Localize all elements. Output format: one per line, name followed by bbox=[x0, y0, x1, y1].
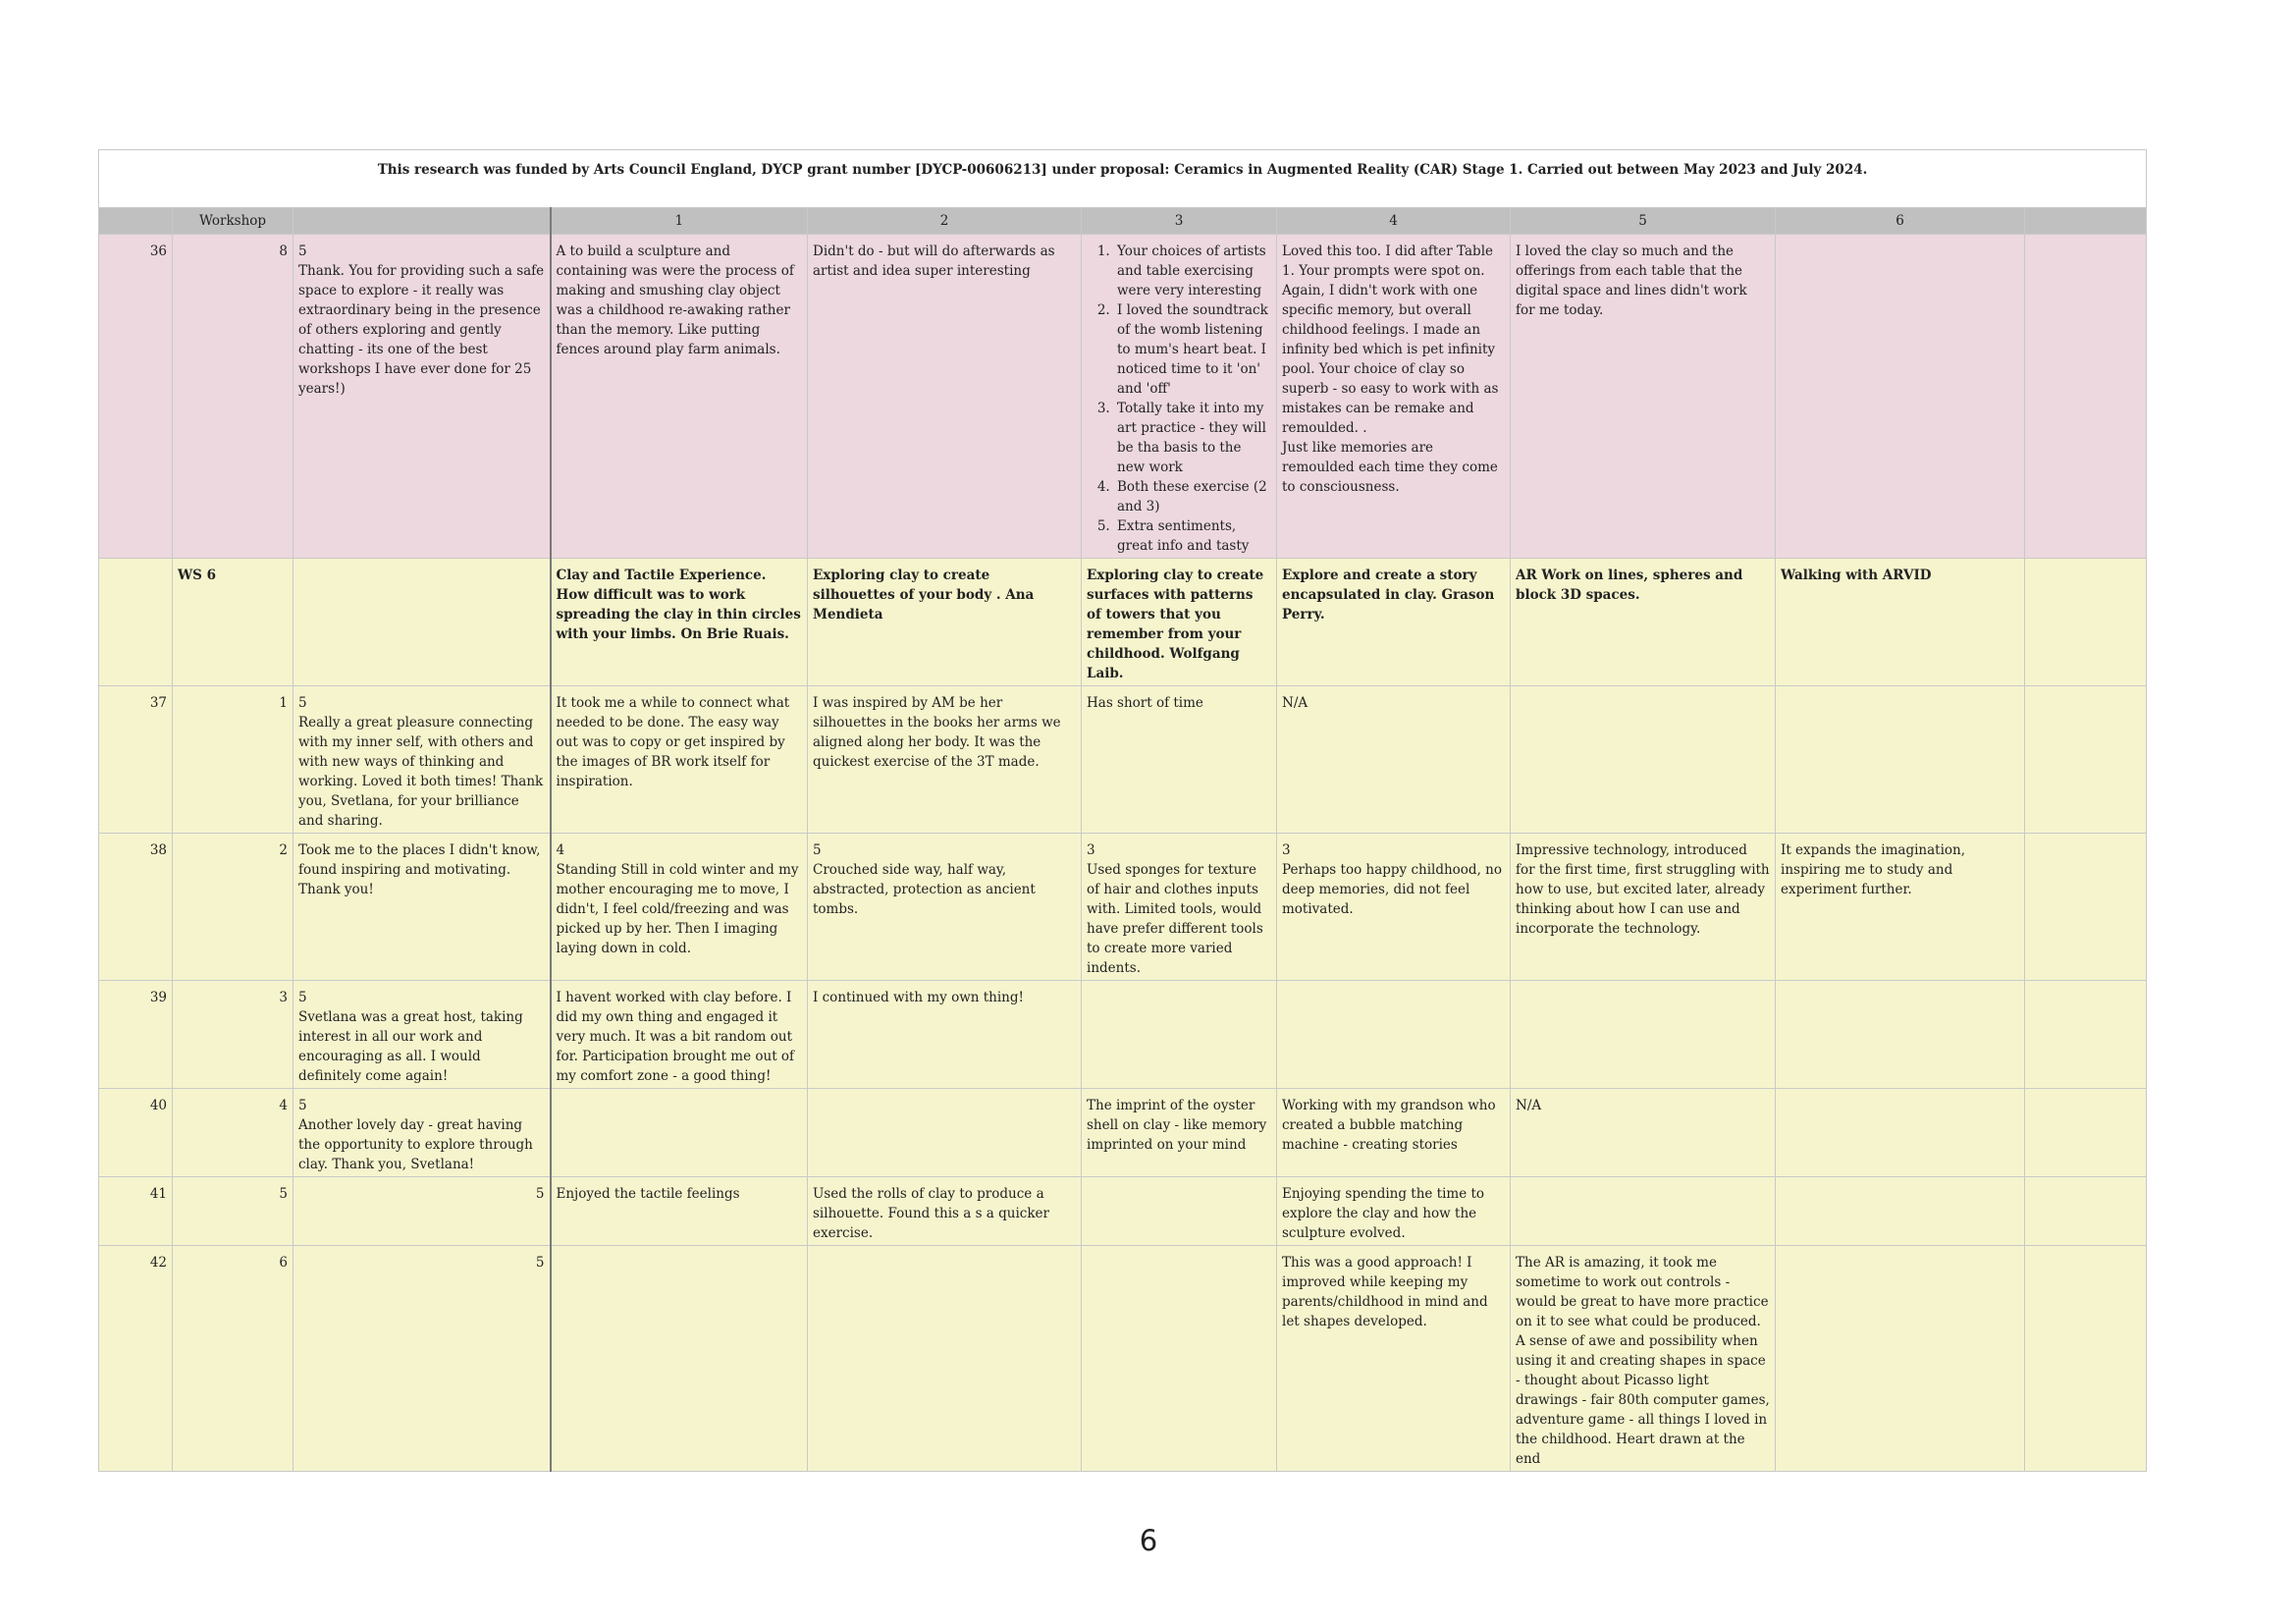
row-id: 41 bbox=[99, 1177, 173, 1246]
response-4 bbox=[1277, 981, 1511, 1089]
response-2: Didn't do - but will do afterwards as artist and idea super interesting bbox=[808, 235, 1082, 559]
response-2 bbox=[808, 1246, 1082, 1472]
header-cell-2: 2 bbox=[808, 208, 1082, 235]
response-2: I was inspired by AM be her silhouettes in the books her arms we aligned along her body. It was the quickest exercise of the 3T made. bbox=[808, 686, 1082, 834]
response-4: 3 Perhaps too happy childhood, no deep memories, did not feel motivated. bbox=[1277, 834, 1511, 981]
header-row bbox=[99, 208, 2147, 235]
response-3: Has short of time bbox=[1082, 686, 1277, 834]
response-3-list bbox=[1087, 242, 1271, 556]
response-2: 5 Crouched side way, half way, abstracted, protection as ancient tombs. bbox=[808, 834, 1082, 981]
row-id: 42 bbox=[99, 1246, 173, 1472]
workshop-number: 4 bbox=[173, 1089, 294, 1177]
response-1: 4 Standing Still in cold winter and my mother encouraging me to move, I didn't, I feel cold/freezing and was picked up by her. Then I imaging laying down in cold. bbox=[551, 834, 808, 981]
blank-cell bbox=[2025, 1089, 2147, 1177]
overall-comment: Took me to the places I didn't know, found inspiring and motivating. Thank you! bbox=[294, 834, 551, 981]
response-4: Working with my grandson who created a bubble matching machine - creating stories bbox=[1277, 1089, 1511, 1177]
response-6 bbox=[1776, 1246, 2025, 1472]
workshop-number: 1 bbox=[173, 686, 294, 834]
page-number: 6 bbox=[1139, 1524, 1158, 1557]
response-5: The AR is amazing, it took me sometime to work out controls - would be great to have more practice on it to see what could be produced. A sense of awe and possibility when using it and creating shapes in space - thought about Picasso light drawings - fair 80th computer games, adventure game - all things I loved in the childhood. Heart drawn at the end bbox=[1511, 1246, 1776, 1472]
response-1 bbox=[551, 1089, 808, 1177]
table-row bbox=[99, 834, 2147, 981]
table-row bbox=[99, 1246, 2147, 1472]
blank-cell bbox=[2025, 981, 2147, 1089]
response-3 bbox=[1082, 1177, 1277, 1246]
header-cell-3: 3 bbox=[1082, 208, 1277, 235]
banner-row bbox=[99, 150, 2147, 208]
response-1 bbox=[551, 1246, 808, 1472]
response-3 bbox=[1082, 235, 1277, 559]
section-label: WS 6 bbox=[173, 559, 294, 686]
exercise-1-title: Clay and Tactile Experience. How difficult was to work spreading the clay in thin circles with your limbs. On Brie Ruais. bbox=[551, 559, 808, 686]
response-1: It took me a while to connect what needed to be done. The easy way out was to copy or get inspired by the images of BR work itself for inspiration. bbox=[551, 686, 808, 834]
response-3 bbox=[1082, 1246, 1277, 1472]
response-2: Used the rolls of clay to produce a silhouette. Found this a s a quicker exercise. bbox=[808, 1177, 1082, 1246]
overall-comment: 5 Thank. You for providing such a safe space to explore - it really was extraordinary being in the presence of others exploring and gently chatting - its one of the best workshops I have ever done for 25 years!) bbox=[294, 235, 551, 559]
exercise-3-title: Exploring clay to create surfaces with patterns of towers that you remember from your childhood. Wolfgang Laib. bbox=[1082, 559, 1277, 686]
row-id: 39 bbox=[99, 981, 173, 1089]
blank-cell bbox=[2025, 1246, 2147, 1472]
response-6 bbox=[1776, 981, 2025, 1089]
overall-comment: 5 bbox=[294, 1246, 551, 1472]
table-row bbox=[99, 1177, 2147, 1246]
response-1: I havent worked with clay before. I did my own thing and engaged it very much. It was a bit random out for. Participation brought me out of my comfort zone - a good thing! bbox=[551, 981, 808, 1089]
exercise-2-title: Exploring clay to create silhouettes of your body . Ana Mendieta bbox=[808, 559, 1082, 686]
response-2 bbox=[808, 1089, 1082, 1177]
header-cell-workshop: Workshop bbox=[173, 208, 294, 235]
response-3 bbox=[1082, 981, 1277, 1089]
response-6 bbox=[1776, 1177, 2025, 1246]
response-5 bbox=[1511, 1177, 1776, 1246]
response-3: The imprint of the oyster shell on clay - like memory imprinted on your mind bbox=[1082, 1089, 1277, 1177]
blank-cell bbox=[99, 559, 173, 686]
overall-comment: 5 bbox=[294, 1177, 551, 1246]
exercise-4-title: Explore and create a story encapsulated in clay. Grason Perry. bbox=[1277, 559, 1511, 686]
table-row bbox=[99, 1089, 2147, 1177]
response-5 bbox=[1511, 981, 1776, 1089]
blank-cell bbox=[2025, 834, 2147, 981]
workshop-number: 3 bbox=[173, 981, 294, 1089]
blank-cell bbox=[2025, 686, 2147, 834]
blank-cell bbox=[294, 559, 551, 686]
feedback-table bbox=[98, 149, 2147, 1472]
table-row bbox=[99, 981, 2147, 1089]
response-6 bbox=[1776, 686, 2025, 834]
response-4: Loved this too. I did after Table 1. Your prompts were spot on. Again, I didn't work with one specific memory, but overall childhood feelings. I made an infinity bed which is pet infinity pool. Your choice of clay so superb - so easy to work with as mistakes can be remake and remoulded. . Just like memories are remoulded each time they come to consciousness. bbox=[1277, 235, 1511, 559]
workshop-number: 6 bbox=[173, 1246, 294, 1472]
header-cell-blank bbox=[2025, 208, 2147, 235]
header-cell-6: 6 bbox=[1776, 208, 2025, 235]
exercise-6-title: Walking with ARVID bbox=[1776, 559, 2025, 686]
exercise-5-title: AR Work on lines, spheres and block 3D spaces. bbox=[1511, 559, 1776, 686]
overall-comment: 5 Another lovely day - great having the opportunity to explore through clay. Thank you, Svetlana! bbox=[294, 1089, 551, 1177]
response-6 bbox=[1776, 1089, 2025, 1177]
row-id: 38 bbox=[99, 834, 173, 981]
header-cell-id bbox=[99, 208, 173, 235]
list-item: 1. Your choices of artists and table exercising were very interesting bbox=[1114, 242, 1271, 300]
section-row-ws6 bbox=[99, 559, 2147, 686]
blank-cell bbox=[2025, 559, 2147, 686]
response-1: Enjoyed the tactile feelings bbox=[551, 1177, 808, 1246]
row-id: 36 bbox=[99, 235, 173, 559]
workshop-number: 8 bbox=[173, 235, 294, 559]
response-5: Impressive technology, introduced for the first time, first struggling with how to use, but excited later, already thinking about how I can use and incorporate the technology. bbox=[1511, 834, 1776, 981]
response-5: N/A bbox=[1511, 1089, 1776, 1177]
response-4: Enjoying spending the time to explore the clay and how the sculpture evolved. bbox=[1277, 1177, 1511, 1246]
overall-comment: 5 Really a great pleasure connecting with my inner self, with others and with new ways of thinking and working. Loved it both times! Thank you, Svetlana, for your brilliance and sharing. bbox=[294, 686, 551, 834]
header-cell-4: 4 bbox=[1277, 208, 1511, 235]
table-row bbox=[99, 686, 2147, 834]
response-5: I loved the clay so much and the offerings from each table that the digital space and lines didn't work for me today. bbox=[1511, 235, 1776, 559]
header-cell-1: 1 bbox=[551, 208, 808, 235]
workshop-number: 5 bbox=[173, 1177, 294, 1246]
header-cell-overall bbox=[294, 208, 551, 235]
list-item: 4. Both these exercise (2 and 3) bbox=[1114, 477, 1271, 516]
funding-banner: This research was funded by Arts Council England, DYCP grant number [DYCP-00606213] under proposal: Ceramics in Augmented Reality (CAR) Stage 1. Carried out between May 2023 and July 2024. bbox=[99, 150, 2147, 208]
row-id: 37 bbox=[99, 686, 173, 834]
table-row bbox=[99, 235, 2147, 559]
blank-cell bbox=[2025, 235, 2147, 559]
blank-cell bbox=[2025, 1177, 2147, 1246]
response-5 bbox=[1511, 686, 1776, 834]
row-id: 40 bbox=[99, 1089, 173, 1177]
list-item: 3. Totally take it into my art practice - they will be tha basis to the new work bbox=[1114, 399, 1271, 477]
response-3: 3 Used sponges for texture of hair and clothes inputs with. Limited tools, would have prefer different tools to create more varied indents. bbox=[1082, 834, 1277, 981]
overall-comment: 5 Svetlana was a great host, taking interest in all our work and encouraging as all. I would definitely come again! bbox=[294, 981, 551, 1089]
list-item: 5. Extra sentiments, great info and tasty bbox=[1114, 516, 1271, 556]
workshop-number: 2 bbox=[173, 834, 294, 981]
header-cell-5: 5 bbox=[1511, 208, 1776, 235]
list-item: 2. I loved the soundtrack of the womb listening to mum's heart beat. I noticed time to it 'on' and 'off' bbox=[1114, 300, 1271, 399]
response-2: I continued with my own thing! bbox=[808, 981, 1082, 1089]
response-1: A to build a sculpture and containing was were the process of making and smushing clay object was a childhood re-awaking rather than the memory. Like putting fences around play farm animals. bbox=[551, 235, 808, 559]
response-4: This was a good approach! I improved while keeping my parents/childhood in mind and let shapes developed. bbox=[1277, 1246, 1511, 1472]
response-6 bbox=[1776, 235, 2025, 559]
response-4: N/A bbox=[1277, 686, 1511, 834]
response-6: It expands the imagination, inspiring me to study and experiment further. bbox=[1776, 834, 2025, 981]
